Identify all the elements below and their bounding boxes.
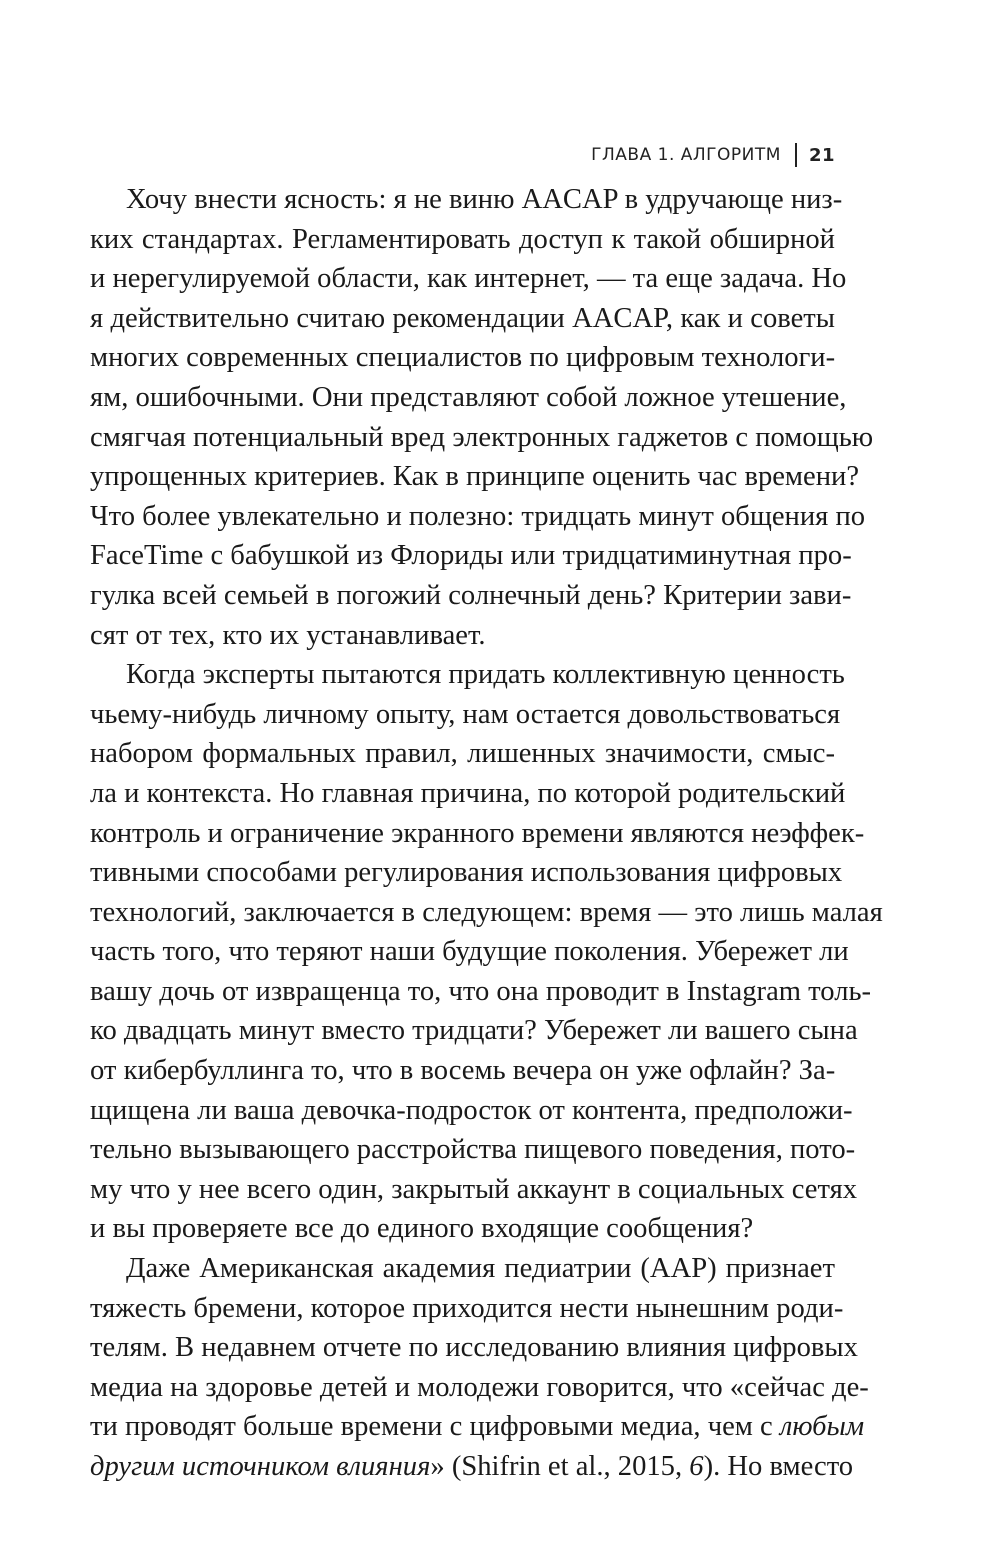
text-line: тяжесть бремени, которое приходится нести нынешним роди- xyxy=(90,1292,844,1324)
text-line: технологий, заключается в следующем: время — это лишь малая xyxy=(90,896,883,928)
text-line: многих современных специалистов по цифровым технологи- xyxy=(90,342,836,374)
text-run: ). Но вместо xyxy=(703,1451,854,1482)
text-line: вашу дочь от извращенца то, что она проводит в Instagram толь- xyxy=(90,975,872,1007)
text-line: контроль и ограничение экранного времени являются неэффек- xyxy=(90,817,865,849)
chapter-title: ГЛАВА 1. АЛГОРИТМ xyxy=(591,145,781,165)
italic-text-run: 6 xyxy=(689,1451,704,1482)
text-run: ти проводят больше времени с цифровыми медиа, чем с xyxy=(90,1411,780,1443)
text-line: гулка всей семьей в погожий солнечный день? Критерии зави- xyxy=(90,579,852,611)
text-line: ла и контекста. Но главная причина, по которой родительский xyxy=(90,777,846,809)
text-line: ям, ошибочными. Они представляют собой ложное утешение, xyxy=(90,381,847,413)
text-line: FaceTime с бабушкой из Флориды или тридцатиминутная про- xyxy=(90,540,852,572)
text-line: смягчая потенциальный вред электронных гаджетов с помощью xyxy=(90,421,874,453)
text-line: чьему-нибудь личному опыту, нам остается довольствоваться xyxy=(90,698,841,730)
text-line: я действительно считаю рекомендации AACAP, как и советы xyxy=(90,302,835,334)
text-line: Когда эксперты пытаются придать коллективную ценность xyxy=(126,659,845,691)
text-line: и вы проверяете все до единого входящие сообщения? xyxy=(90,1213,754,1245)
text-line: набором формальных правил, лишенных значимости, смыс- xyxy=(90,738,835,770)
text-line: ких стандартах. Регламентировать доступ к такой обширной xyxy=(90,223,835,255)
text-line: тивными способами регулирования использования цифровых xyxy=(90,857,843,889)
text-line: му что у нее всего один, закрытый аккаунт в социальных сетях xyxy=(90,1173,858,1205)
italic-text-run: любым xyxy=(779,1411,865,1443)
text-line xyxy=(90,1407,865,1447)
text-line: от кибербуллинга то, что в восемь вечера он уже офлайн? За- xyxy=(90,1055,836,1087)
page-number: 21 xyxy=(808,144,835,166)
text-line: медиа на здоровье детей и молодежи говорится, что «сейчас де- xyxy=(90,1371,869,1403)
italic-text-run: другим источником влияния xyxy=(90,1451,431,1482)
body-text xyxy=(90,180,883,1487)
text-line: упрощенных критериев. Как в принципе оценить час времени? xyxy=(90,461,860,493)
text-run: » (Shifrin et al., 2015, xyxy=(430,1451,690,1482)
text-line xyxy=(90,1447,854,1487)
text-line: ко двадцать минут вместо тридцати? Убережет ли вашего сына xyxy=(90,1015,858,1047)
text-line: щищена ли ваша девочка-подросток от контента, предположи- xyxy=(90,1094,853,1126)
text-line: часть того, что теряют наши будущие поколения. Убережет ли xyxy=(90,936,849,968)
paragraph-1 xyxy=(90,180,874,655)
text-line: тельно вызывающего расстройства пищевого поведения, пото- xyxy=(90,1134,856,1166)
running-head xyxy=(591,143,835,167)
text-line: Что более увлекательно и полезно: тридцать минут общения по xyxy=(90,500,866,532)
text-line: Хочу внести ясность: я не виню AACAP в удручающе низ- xyxy=(126,184,843,215)
text-line: сят от тех, кто их устанавливает. xyxy=(90,619,486,651)
header-divider xyxy=(795,143,797,167)
paragraph-2 xyxy=(90,655,883,1249)
paragraph-3 xyxy=(90,1249,869,1487)
text-line: и нерегулируемой области, как интернет, — та еще задача. Но xyxy=(90,263,847,295)
text-line: Даже Американская академия педиатрии (AAP) признает xyxy=(126,1253,835,1285)
text-line: телям. В недавнем отчете по исследованию влияния цифровых xyxy=(90,1332,858,1364)
